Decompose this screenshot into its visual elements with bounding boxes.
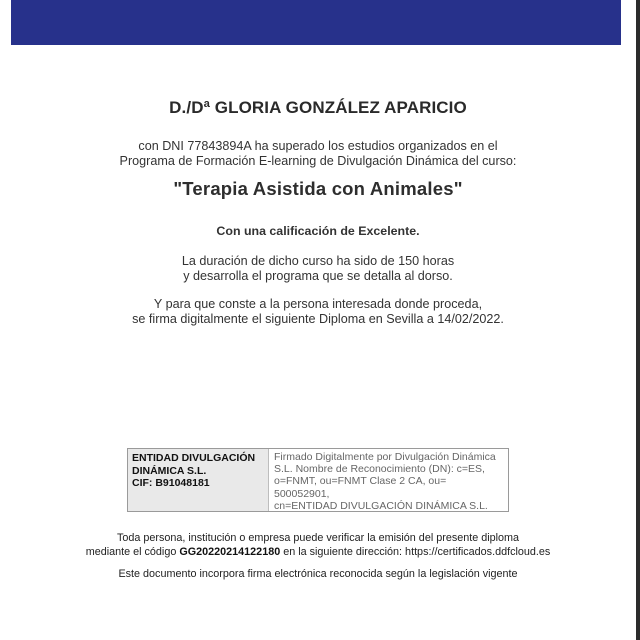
signature-detail-line: S.L. Nombre de Reconocimiento (DN): c=ES, (274, 463, 485, 476)
verify-prefix: mediante el código (85, 546, 177, 558)
signature-details-cell (269, 449, 508, 511)
signature-detail-line: o=FNMT, ou=FNMT Clase 2 CA, ou= (274, 475, 447, 488)
duration-line-2: y desarrolla el programa que se detalla al dorso. (183, 269, 453, 283)
course-title: "Terapia Asistida con Animales" (173, 178, 463, 199)
closing-line-2: se firma digitalmente el siguiente Diploma en Sevilla a 14/02/2022. (132, 312, 504, 326)
recipient-name: D./Dª GLORIA GONZÁLEZ APARICIO (169, 98, 467, 117)
closing-line-1: Y para que conste a la persona interesada donde proceda, (153, 297, 483, 311)
intro-line-2: Programa de Formación E-learning de Divulgación Dinámica del curso: (119, 154, 517, 168)
duration-line-1: La duración de dicho curso ha sido de 150 horas (181, 254, 455, 268)
signature-detail-line: Firmado Digitalmente por Divulgación Dinámica (274, 451, 496, 463)
verification-code: GG20220214122180 (179, 546, 281, 558)
verify-line-1: Toda persona, institución o empresa puede verificar la emisión del presente diploma (116, 532, 520, 544)
intro-line-1: con DNI 77843894A ha superado los estudios organizados en el (138, 139, 498, 153)
entity-name-line-1: ENTIDAD DIVULGACIÓN (132, 452, 256, 464)
signature-entity-cell (128, 449, 269, 511)
signature-detail-line: cn=ENTIDAD DIVULGACIÓN DINÁMICA S.L. (274, 499, 488, 512)
window-edge (636, 0, 640, 640)
signature-detail-line: 500052901, (274, 487, 330, 500)
entity-cif: CIF: B91048181 (132, 477, 210, 489)
duration-text (0, 254, 636, 284)
verify-line-2 (0, 545, 636, 559)
intro-text (0, 139, 636, 169)
verify-suffix: en la siguiente dirección: https://certificados.ddfcloud.es (283, 546, 551, 558)
legal-note: Este documento incorpora firma electrónica reconocida según la legislación vigente (118, 568, 518, 580)
entity-name-line-2: DINÁMICA S.L. (132, 464, 207, 477)
header-banner (11, 0, 621, 45)
closing-text (0, 297, 636, 327)
grade-text: Con una calificación de Excelente. (216, 224, 420, 238)
signature-table (127, 448, 509, 512)
verification-text (0, 531, 636, 559)
